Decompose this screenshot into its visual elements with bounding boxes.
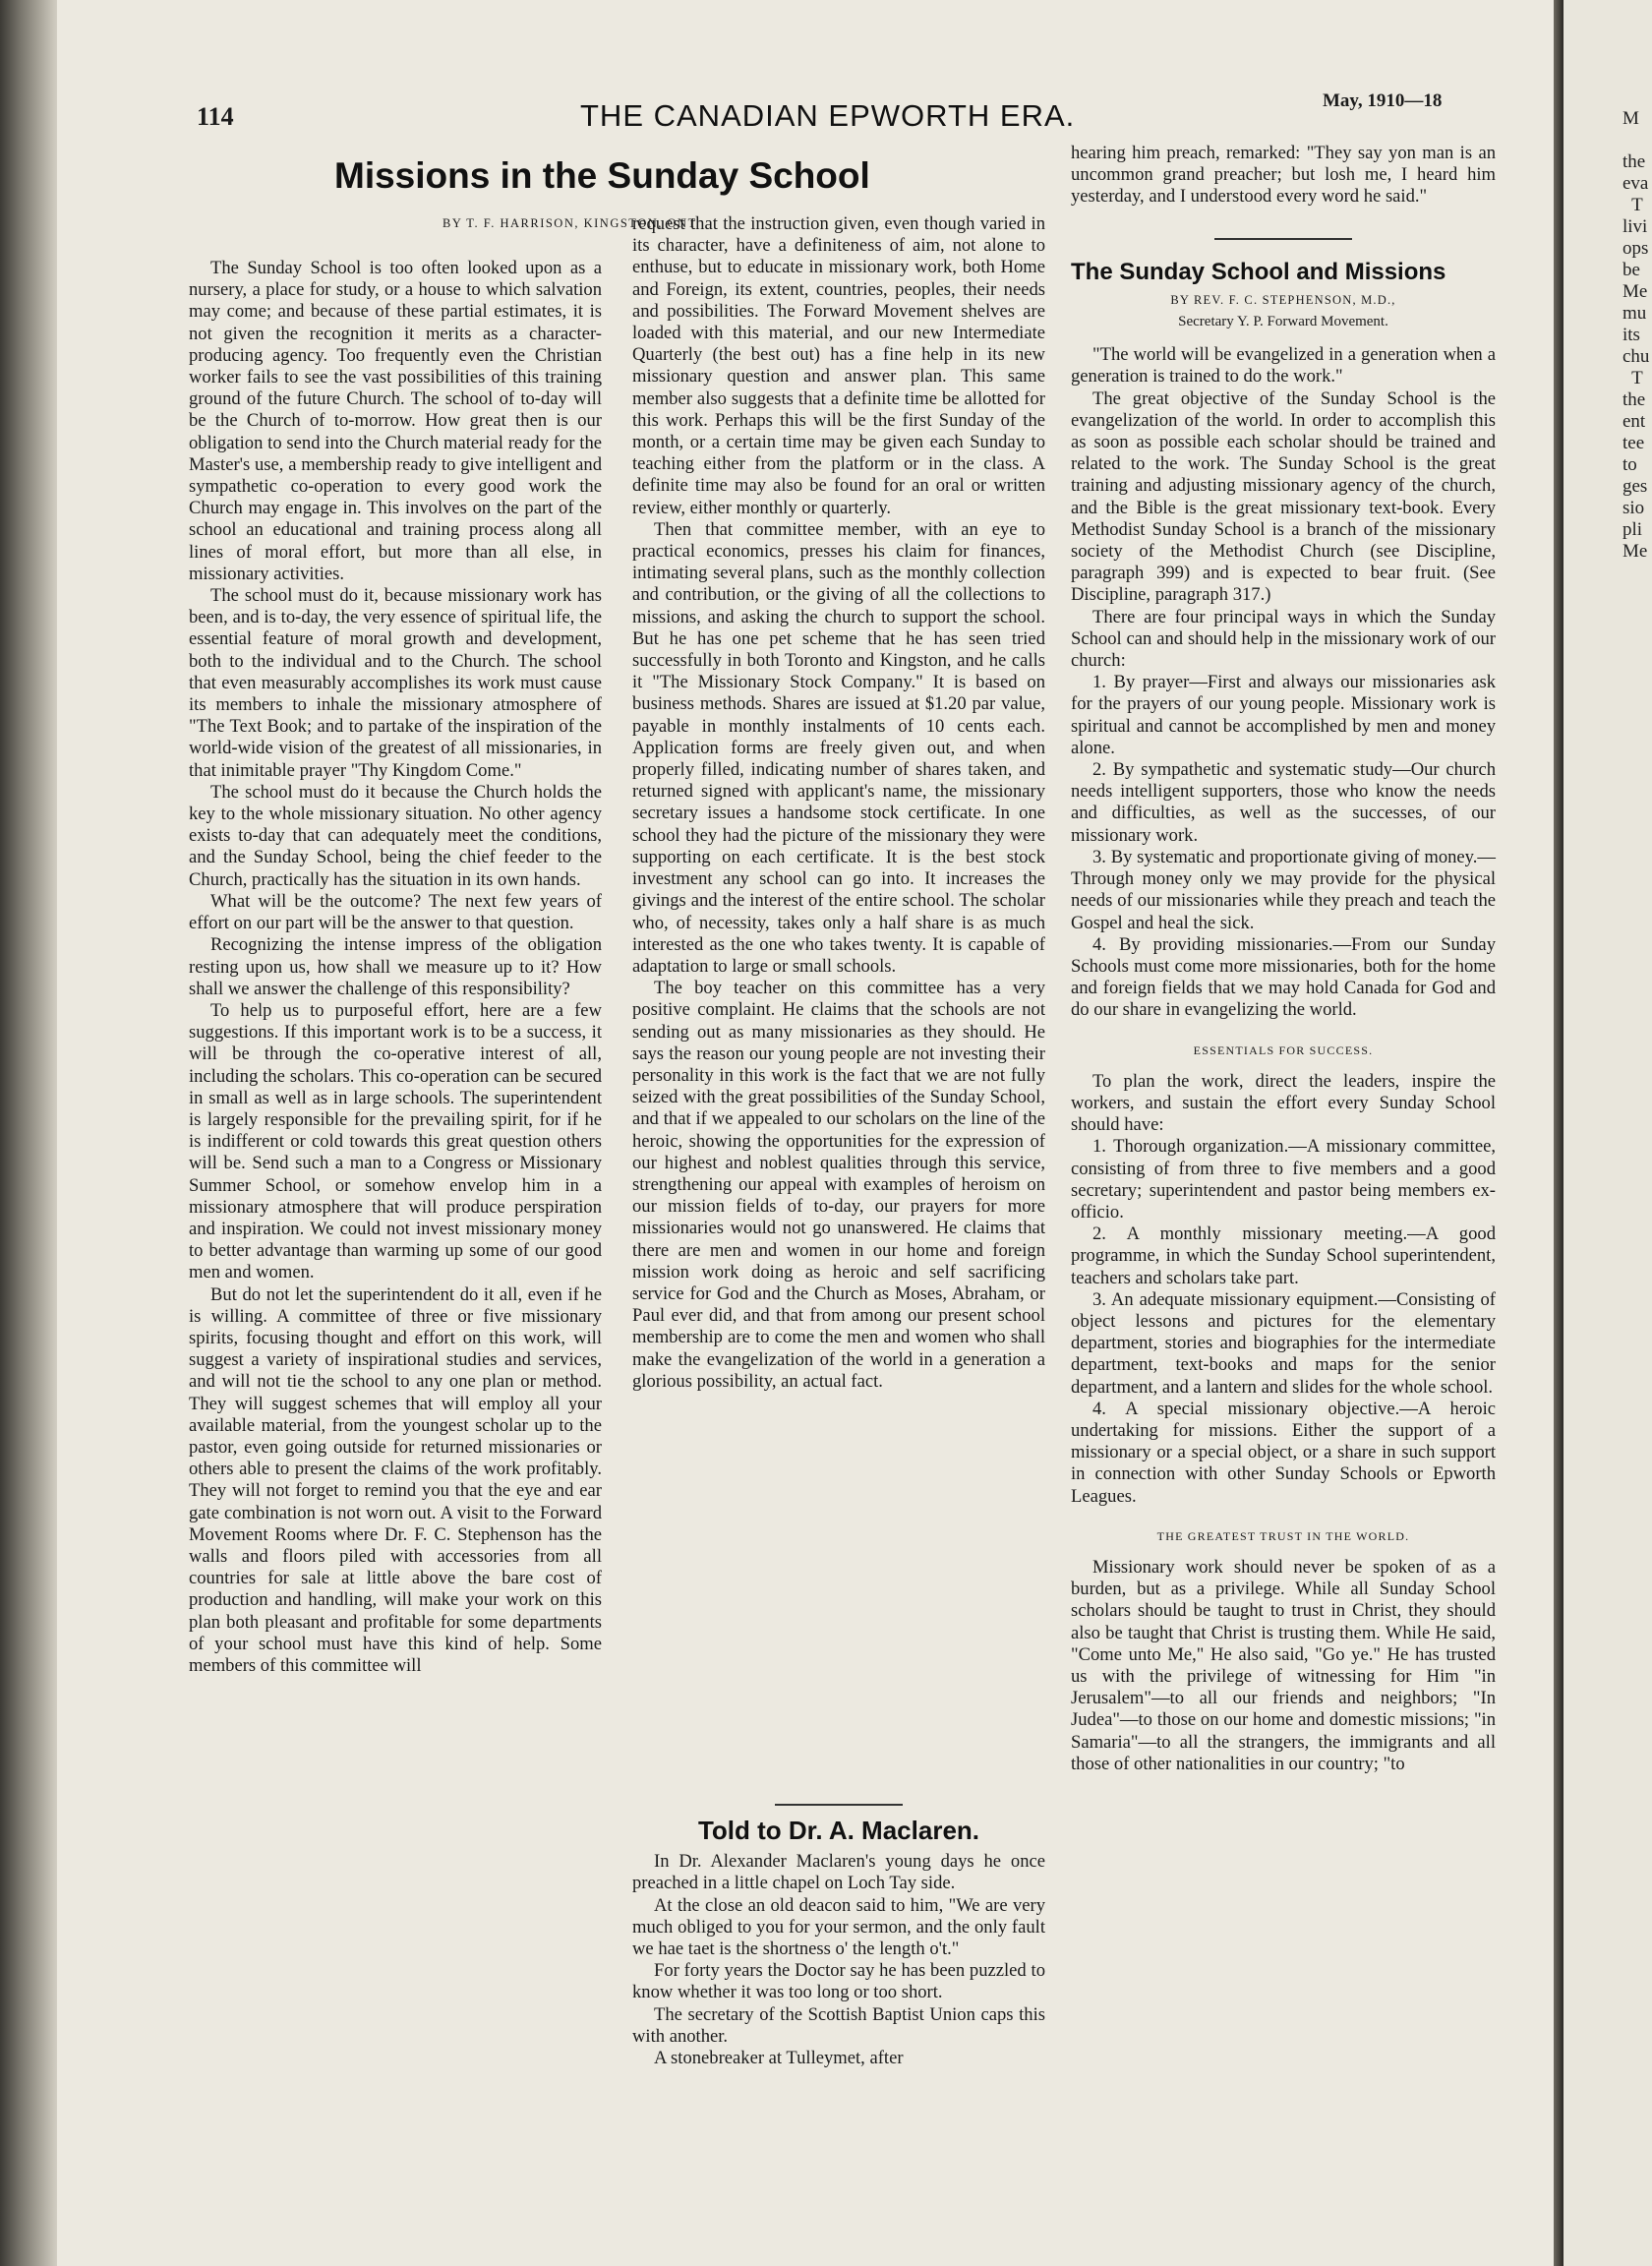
paragraph: For forty years the Doctor say he has been puzzled to know whether it was too long or too short. <box>632 1960 1045 2003</box>
article-title-missions: Missions in the Sunday School <box>334 155 870 196</box>
page-number: 114 <box>197 102 234 131</box>
column-1 <box>189 258 602 1677</box>
column-2 <box>632 213 1045 1393</box>
paragraph: The secretary of the Scottish Baptist Union caps this with another. <box>632 2003 1045 2047</box>
journal-title: THE CANADIAN EPWORTH ERA. <box>580 98 1076 133</box>
paragraph: The boy teacher on this committee has a very positive complaint. He claims that the schools are not sending out as many missionaries as they should. He says the reason our young people are not investing their personality in this work is the fact that we are not fully seized with the great possibilities of the Sunday School, and that if we appealed to our scholars on the line of the heroic, showing the opportunities for the expression of our highest and noblest qualities through this service, strengthening our appeal with examples of heroism on our mission fields of to-day, our prayers for more missionaries would not go unanswered. He claims that there are men and women in our home and foreign mission work doing as heroic and self sacrificing service for God and the Church as Moses, Abraham, or Paul ever did, and that from among our present school membership are to come the men and women who shall make the evangelization of the world in a generation a glorious possibility, an actual fact. <box>632 978 1045 1392</box>
paragraph: 4. A special missionary objective.—A heroic undertaking for missions. Either the support of a missionary or a special object, or a share in such support in connection with other Sunday Schools or Epworth Leagues. <box>1071 1398 1496 1507</box>
facing-page-text: M the eva T livi ops be Me mu its chu T the ent tee to ges sio pli Me <box>1622 108 1650 562</box>
paragraph: To help us to purposeful effort, here are a few suggestions. If this important work is to be a success, it will be through the co-operative interest of all, including the scholars. This co-operation can be secured in small as well as in large schools. The superintendent is largely responsible for the prevailing spirit, for if he is indifferent or cold towards this great question others will be. Send such a man to a Congress or Missionary Summer School, or somehow envelop him in a missionary atmosphere that will produce perspiration and inspiration. We could not invest missionary money to better advantage than warming up some of our good men and women. <box>189 999 602 1283</box>
article-byline-harrison: BY T. F. HARRISON, KINGSTON, ONT. <box>442 216 701 230</box>
paragraph: To plan the work, direct the leaders, inspire the workers, and sustain the effort every Sunday School should have: <box>1071 1070 1496 1136</box>
subheading-essentials: ESSENTIALS FOR SUCCESS. <box>1193 1043 1374 1057</box>
paragraph: 3. By systematic and proportionate giving of money.—Through money only we may provide for the physical needs of our missionaries while they preach and teach the Gospel and heal the sick. <box>1071 846 1496 933</box>
paragraph: Recognizing the intense impress of the obligation resting upon us, how shall we measure up to it? How shall we answer the challenge of this responsibility? <box>189 934 602 999</box>
article-byline-stephenson: BY REV. F. C. STEPHENSON, M.D., <box>1170 292 1396 307</box>
paragraph: The great objective of the Sunday School is the evangelization of the world. In order to accomplish this as soon as possible each scholar should be trained and related to the work. The Sunday School is the great training and adjusting missionary agency of the church, and the Bible is the great missionary text-book. Every Methodist Sunday School is a branch of the missionary society of the Methodist Church (see Discipline, paragraph 399) and is expected to bear fruit. (See Discipline, paragraph 317.) <box>1071 388 1496 606</box>
paragraph: A stonebreaker at Tulleymet, after <box>654 2048 904 2069</box>
paragraph: In Dr. Alexander Maclaren's young days he once preached in a little chapel on Loch Tay side. <box>632 1851 1045 1894</box>
author-title: Secretary Y. P. Forward Movement. <box>1178 314 1388 330</box>
divider-rule <box>775 1804 903 1806</box>
paragraph: At the close an old deacon said to him, "We are very much obliged to you for your sermon, and the only fault we hae taet is the shortness o' the length o't." <box>632 1894 1045 1960</box>
paragraph: Missionary work should never be spoken of as a burden, but as a privilege. While all Sunday School scholars should be taught to trust in Christ, they should also be taught that Christ is trusting them. While He said, "Come unto Me," He also said, "Go ye." He has trusted us with the privilege of witnessing for Him "in Jerusalem"—to all our friends and neighbors; "In Judea"—to those on our home and domestic missions; "in Samaria"—to all the strangers, the immigrants and all those of other nationalities in our country; "to <box>1071 1556 1496 1774</box>
facing-page-edge <box>1564 0 1652 2266</box>
paragraph: 1. Thorough organization.—A missionary committee, consisting of from three to five members and a good secretary; superintendent and pastor being members ex-officio. <box>1071 1136 1496 1222</box>
paragraph: The Sunday School is too often looked upon as a nursery, a place for study, or a house to which salvation may come; and because of these partial estimates, it is not given the recognition it merits as a character-producing agency. Too frequently even the Christian worker fails to see the vast possibilities of this training ground of the future Church. The school of to-day will be the Church of to-morrow. How great then is our obligation to send into the Church material ready for the Master's use, a membership ready to give intelligent and sympathetic co-operation to every good work the Church may engage in. This involves on the part of the school an educational and training process along all lines of moral effort, but more than all else, in missionary activities. <box>189 258 602 584</box>
article-title-sunday-school-missions: The Sunday School and Missions <box>1071 258 1446 285</box>
paragraph: 1. By prayer—First and always our missionaries ask for the prayers of our young people. Missionary work is spiritual and cannot be accomplished by men and money alone. <box>1071 672 1496 758</box>
paragraph: 2. By sympathetic and systematic study—Our church needs intelligent supporters, those who know the needs and difficulties, as well as the successes, of our missionary work. <box>1071 759 1496 846</box>
paragraph: But do not let the superintendent do it all, even if he is willing. A committee of three or five missionary spirits, focusing thought and effort on this work, will suggest a variety of inspirational studies and services, and will not tie the school to any one plan or method. They will suggest schemes that will employ all your available material, from the youngest scholar up to the pastor, even going outside for returned missionaries or others able to present the claims of the work profitably. They will not forget to remind you that the eye and ear gate combination is not worn out. A visit to the Forward Movement Rooms where Dr. F. C. Stephenson has the walls and floors piled with accessories from all countries for sale at little above the bare cost of production and handling, will make your work on this plan both pleasant and profitable for some departments of your school must have this kind of help. Some members of this committee will <box>189 1283 602 1676</box>
article-title-maclaren: Told to Dr. A. Maclaren. <box>697 1816 980 1845</box>
column-3 <box>1071 143 1496 1775</box>
paragraph: There are four principal ways in which the Sunday School can and should help in the missionary work of our church: <box>1071 606 1496 672</box>
paragraph: request that the instruction given, even though varied in its character, have a definiteness of aim, not alone to enthuse, but to educate in missionary work, both Home and Foreign, its extent, countries, peoples, their needs and possibilities. The Forward Movement shelves are loaded with this material, and our new Intermediate Quarterly (the best out) has a fine help in its new missionary question and answer plan. This same member also suggests that a definite time be allotted for this work. Perhaps this will be the first Sunday of the month, or a certain time may be given each Sunday to teaching either from the platform or in the class. A definite time may also be found for an oral or written review, either monthly or quarterly. <box>632 213 1045 518</box>
book-binding <box>0 0 57 2266</box>
divider-rule <box>1214 238 1352 240</box>
paragraph: Then that committee member, with an eye to practical economics, presses his claim for finances, intimating several plans, such as the monthly collection and contribution, or the giving of all the collections to missions, and asking the church to support the school. But he has one pet scheme that he has seen tried successfully in both Toronto and Kingston, and he calls it "The Missionary Stock Company." It is based on business methods. Shares are issued at $1.20 par value, payable in monthly instalments of 10 cents each. Application forms are freely given out, and when properly filled, indicating number of shares taken, and returned signed with applicant's name, the missionary secretary issues a handsome stock certificate. In one school they had the picture of the missionary they were supporting on each certificate. It is the best stock investment any school can go into. It increases the givings and the interest of the entire school. The scholar who, of necessity, takes only a half share is as much interested as the one who takes twenty. It is capable of adaptation to large or small schools. <box>632 518 1045 977</box>
article-maclaren <box>632 1790 1045 2069</box>
issue-date: May, 1910—18 <box>1323 90 1443 111</box>
paragraph: "The world will be evangelized in a generation when a generation is trained to do the work." <box>1071 344 1496 388</box>
paragraph: 3. An adequate missionary equipment.—Consisting of object lessons and pictures for the elementary department, stories and biographies for the intermediate department, text-books and maps for the senior department, and a lantern and slides for the whole school. <box>1071 1288 1496 1398</box>
paragraph: 4. By providing missionaries.—From our Sunday Schools must come more missionaries, both for the home and foreign fields that we may hold Canada for God and do our share in evangelizing the world. <box>1071 933 1496 1021</box>
subheading-greatest-trust: THE GREATEST TRUST IN THE WORLD. <box>1156 1528 1410 1543</box>
running-head <box>197 90 1514 138</box>
paragraph-continuation: hearing him preach, remarked: "They say yon man is an uncommon grand preacher; but losh me, I heard him yesterday, and I understood every word he said." <box>1071 143 1496 208</box>
paragraph: The school must do it because the Church holds the key to the whole missionary situation. No other agency exists to-day that can adequately meet the conditions, and the Sunday School, being the chief feeder to the Church, practically has the situation in its own hands. <box>189 781 602 890</box>
page-gutter <box>1554 0 1564 2266</box>
paragraph: The school must do it, because missionary work has been, and is to-day, the very essence of spiritual life, the essential feature of moral growth and development, both to the individual and to the Church. The school that even measurably accomplishes its work must cause its members to inhale the missionary atmosphere of "The Text Book; and to partake of the inspiration of the world-wide vision of the greatest of all missionaries, in that inimitable prayer "Thy Kingdom Come." <box>189 585 602 781</box>
paragraph: 2. A monthly missionary meeting.—A good programme, in which the Sunday School superintendent, teachers and scholars take part. <box>1071 1223 1496 1288</box>
paragraph: What will be the outcome? The next few years of effort on our part will be the answer to that question. <box>189 890 602 934</box>
